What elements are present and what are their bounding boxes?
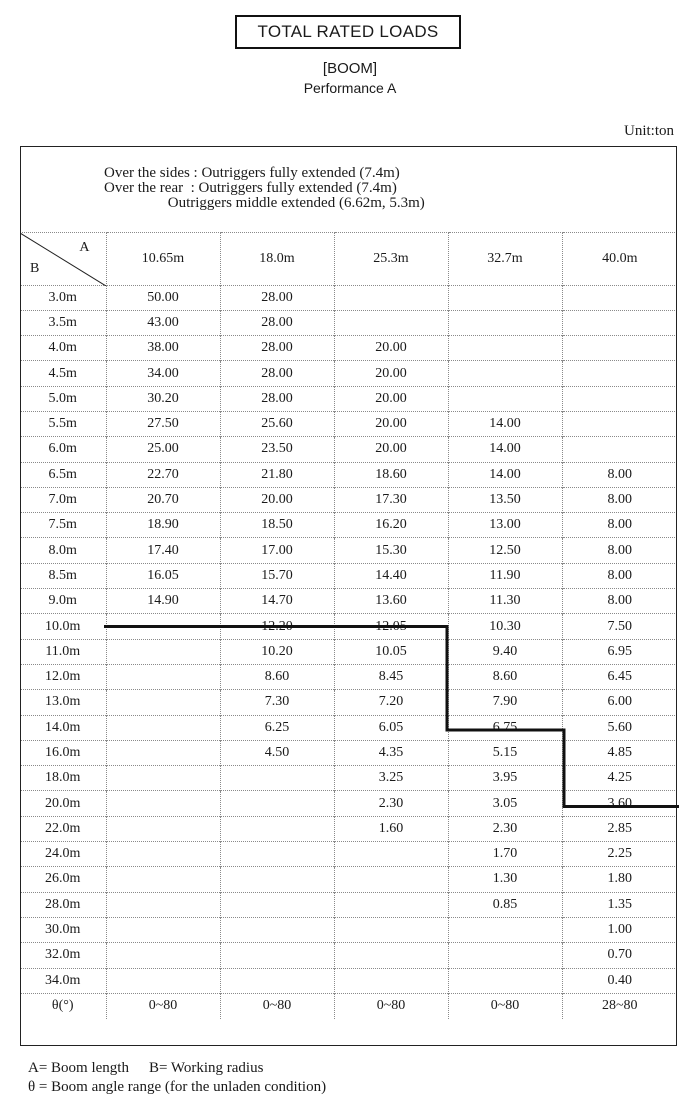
- table-row: [20, 336, 677, 361]
- table-row: [20, 766, 677, 791]
- load-cell: 3.95: [448, 766, 562, 791]
- load-cell: 5.15: [448, 740, 562, 765]
- load-cell: 1.80: [562, 867, 677, 892]
- table-row: [20, 968, 677, 993]
- table-row: [20, 386, 677, 411]
- table-row: [20, 639, 677, 664]
- load-cell: 3.05: [448, 791, 562, 816]
- radius-cell: 34.0m: [20, 968, 106, 993]
- load-cell: [106, 943, 220, 968]
- load-cell: 10.30: [448, 614, 562, 639]
- load-cell: [106, 715, 220, 740]
- load-cell: 17.40: [106, 538, 220, 563]
- load-cell: 7.50: [562, 614, 677, 639]
- radius-cell: 3.5m: [20, 310, 106, 335]
- radius-cell: 32.0m: [20, 943, 106, 968]
- load-cell: [562, 285, 677, 310]
- radius-cell: 22.0m: [20, 816, 106, 841]
- load-cell: 16.20: [334, 513, 448, 538]
- load-cell: [106, 968, 220, 993]
- load-cell: 13.00: [448, 513, 562, 538]
- radius-cell: 8.5m: [20, 563, 106, 588]
- section-subtitle: [BOOM]: [322, 60, 378, 77]
- load-cell: 6.00: [562, 690, 677, 715]
- load-cell: 30.20: [106, 386, 220, 411]
- load-cell: [562, 361, 677, 386]
- load-cell: 13.50: [448, 487, 562, 512]
- load-cell: 25.00: [106, 437, 220, 462]
- load-cell: 2.30: [334, 791, 448, 816]
- load-cell: [220, 842, 334, 867]
- radius-cell: 4.5m: [20, 361, 106, 386]
- load-cell: 38.00: [106, 336, 220, 361]
- radius-cell: 12.0m: [20, 664, 106, 689]
- load-cell: 14.70: [220, 589, 334, 614]
- load-cell: [106, 917, 220, 942]
- load-cell: 8.60: [448, 664, 562, 689]
- load-cell: [106, 791, 220, 816]
- load-cell: 25.60: [220, 411, 334, 436]
- radius-cell: 11.0m: [20, 639, 106, 664]
- load-cell: 12.50: [448, 538, 562, 563]
- load-cell: 8.00: [562, 462, 677, 487]
- radius-cell: 24.0m: [20, 842, 106, 867]
- load-cell: 22.70: [106, 462, 220, 487]
- boom-length-header: 25.3m: [334, 232, 448, 285]
- load-cell: 2.85: [562, 816, 677, 841]
- load-cell: 28.00: [220, 336, 334, 361]
- load-cell: 16.05: [106, 563, 220, 588]
- table-row: [20, 740, 677, 765]
- load-cell: [562, 437, 677, 462]
- load-cell: 4.35: [334, 740, 448, 765]
- angle-range-cell: 0~80: [106, 993, 220, 1018]
- load-cell: [448, 336, 562, 361]
- table-row: [20, 285, 677, 310]
- table-row: [20, 690, 677, 715]
- angle-range-cell: 0~80: [448, 993, 562, 1018]
- radius-cell: 16.0m: [20, 740, 106, 765]
- load-cell: [106, 842, 220, 867]
- load-cell: 20.00: [334, 437, 448, 462]
- table-row: [20, 487, 677, 512]
- load-cell: [334, 310, 448, 335]
- load-cell: 20.00: [334, 336, 448, 361]
- load-cell: 7.90: [448, 690, 562, 715]
- table-row: [20, 513, 677, 538]
- table-row: [20, 791, 677, 816]
- radius-cell: 8.0m: [20, 538, 106, 563]
- radius-cell: 5.5m: [20, 411, 106, 436]
- load-cell: [448, 285, 562, 310]
- radius-cell: 10.0m: [20, 614, 106, 639]
- load-cell: 43.00: [106, 310, 220, 335]
- load-cell: 28.00: [220, 285, 334, 310]
- load-cell: 0.70: [562, 943, 677, 968]
- load-cell: [334, 892, 448, 917]
- load-cell: 28.00: [220, 386, 334, 411]
- load-cell: [106, 867, 220, 892]
- load-cell: 4.25: [562, 766, 677, 791]
- radius-cell: 14.0m: [20, 715, 106, 740]
- load-cell: 0.85: [448, 892, 562, 917]
- load-cell: 3.60: [562, 791, 677, 816]
- load-cell: 1.30: [448, 867, 562, 892]
- radius-cell: 26.0m: [20, 867, 106, 892]
- load-cell: [334, 842, 448, 867]
- load-cell: 9.40: [448, 639, 562, 664]
- unit-label: Unit:ton: [623, 123, 674, 139]
- load-cell: 12.05: [334, 614, 448, 639]
- load-cell: 20.00: [334, 386, 448, 411]
- table-row: [20, 462, 677, 487]
- load-cell: 8.45: [334, 664, 448, 689]
- load-cell: 12.20: [220, 614, 334, 639]
- radius-cell: 6.0m: [20, 437, 106, 462]
- load-cell: [220, 917, 334, 942]
- load-cell: 1.70: [448, 842, 562, 867]
- performance-label: Performance A: [303, 80, 397, 96]
- footnote-a: A= Boom length: [28, 1060, 129, 1076]
- load-cell: [220, 892, 334, 917]
- load-cell: 18.90: [106, 513, 220, 538]
- load-cell: 6.05: [334, 715, 448, 740]
- header-row: [20, 232, 677, 285]
- load-cell: 17.00: [220, 538, 334, 563]
- load-cell: [448, 361, 562, 386]
- radius-cell: 9.0m: [20, 589, 106, 614]
- load-cell: 1.35: [562, 892, 677, 917]
- load-cell: [448, 917, 562, 942]
- load-cell: 8.00: [562, 487, 677, 512]
- radius-cell: 7.0m: [20, 487, 106, 512]
- table-row: [20, 892, 677, 917]
- load-cell: [106, 892, 220, 917]
- load-cell: [106, 614, 220, 639]
- table-row: [20, 917, 677, 942]
- table-row: [20, 361, 677, 386]
- radius-cell: 6.5m: [20, 462, 106, 487]
- load-cell: 10.20: [220, 639, 334, 664]
- radius-cell: 4.0m: [20, 336, 106, 361]
- load-cell: [334, 943, 448, 968]
- table-row: [20, 664, 677, 689]
- load-cell: 8.60: [220, 664, 334, 689]
- load-cell: [106, 740, 220, 765]
- load-cell: [334, 285, 448, 310]
- footnote-theta: θ = Boom angle range (for the unladen condition): [28, 1079, 327, 1095]
- load-cell: [106, 664, 220, 689]
- load-cell: [106, 690, 220, 715]
- load-cell: 20.70: [106, 487, 220, 512]
- radius-cell: 18.0m: [20, 766, 106, 791]
- load-cell: [448, 386, 562, 411]
- load-cell: [562, 411, 677, 436]
- load-cell: 10.05: [334, 639, 448, 664]
- boom-length-header: 18.0m: [220, 232, 334, 285]
- boom-length-header: 32.7m: [448, 232, 562, 285]
- table-row: [20, 715, 677, 740]
- load-cell: 2.30: [448, 816, 562, 841]
- load-cell: 28.00: [220, 361, 334, 386]
- load-cell: 50.00: [106, 285, 220, 310]
- load-table-body: [20, 146, 677, 1019]
- load-table: [20, 146, 677, 1019]
- radius-cell: 30.0m: [20, 917, 106, 942]
- title-box: [235, 15, 461, 49]
- load-cell: 13.60: [334, 589, 448, 614]
- page-title: TOTAL RATED LOADS: [257, 22, 439, 41]
- angle-range-row: [20, 993, 677, 1018]
- load-cell: 3.25: [334, 766, 448, 791]
- corner-cell: [20, 232, 106, 285]
- load-cell: 0.40: [562, 968, 677, 993]
- load-cell: 6.95: [562, 639, 677, 664]
- load-cell: 21.80: [220, 462, 334, 487]
- radius-cell: 3.0m: [20, 285, 106, 310]
- load-cell: 27.50: [106, 411, 220, 436]
- load-cell: [220, 766, 334, 791]
- condition-line-sides: Over the sides : Outriggers fully extended (7.4m): [104, 165, 400, 182]
- radius-cell: 20.0m: [20, 791, 106, 816]
- load-cell: 34.00: [106, 361, 220, 386]
- load-cell: 2.25: [562, 842, 677, 867]
- conditions-cell: [20, 146, 677, 232]
- table-row: [20, 943, 677, 968]
- load-cell: [220, 867, 334, 892]
- radius-cell: 5.0m: [20, 386, 106, 411]
- corner-diagonal: [20, 233, 106, 286]
- load-cell: 6.75: [448, 715, 562, 740]
- load-cell: 20.00: [334, 411, 448, 436]
- load-cell: 4.85: [562, 740, 677, 765]
- load-cell: [334, 917, 448, 942]
- load-cell: 15.30: [334, 538, 448, 563]
- table-row: [20, 538, 677, 563]
- load-cell: 4.50: [220, 740, 334, 765]
- condition-line-rear: Over the rear : Outriggers fully extended (7.4m): [104, 180, 397, 197]
- footnote-b: B= Working radius: [148, 1060, 264, 1076]
- load-cell: 15.70: [220, 563, 334, 588]
- load-cell: 20.00: [334, 361, 448, 386]
- load-cell: [448, 310, 562, 335]
- load-cell: 14.40: [334, 563, 448, 588]
- load-cell: 7.20: [334, 690, 448, 715]
- load-cell: 8.00: [562, 589, 677, 614]
- corner-label-b: B: [30, 260, 40, 276]
- table-row: [20, 310, 677, 335]
- table-row: [20, 816, 677, 841]
- condition-line-rear-middle: Outriggers middle extended (6.62m, 5.3m): [104, 195, 425, 212]
- conditions-row: [20, 146, 677, 232]
- load-cell: 8.00: [562, 538, 677, 563]
- corner-label-a: A: [79, 239, 90, 255]
- table-row: [20, 614, 677, 639]
- table-row: [20, 437, 677, 462]
- load-cell: 6.45: [562, 664, 677, 689]
- load-cell: 14.90: [106, 589, 220, 614]
- load-cell: [220, 943, 334, 968]
- radius-cell: 7.5m: [20, 513, 106, 538]
- load-cell: 1.00: [562, 917, 677, 942]
- load-cell: 28.00: [220, 310, 334, 335]
- table-row: [20, 842, 677, 867]
- load-cell: [334, 968, 448, 993]
- angle-label: θ(°): [20, 993, 106, 1018]
- radius-cell: 28.0m: [20, 892, 106, 917]
- load-cell: 23.50: [220, 437, 334, 462]
- load-cell: [562, 336, 677, 361]
- load-cell: 14.00: [448, 437, 562, 462]
- load-cell: [106, 816, 220, 841]
- table-row: [20, 411, 677, 436]
- angle-range-cell: 0~80: [220, 993, 334, 1018]
- load-cell: [220, 968, 334, 993]
- load-cell: 14.00: [448, 462, 562, 487]
- load-cell: 1.60: [334, 816, 448, 841]
- load-cell: 11.90: [448, 563, 562, 588]
- load-cell: 5.60: [562, 715, 677, 740]
- boom-length-header: 40.0m: [562, 232, 677, 285]
- boom-length-header: 10.65m: [106, 232, 220, 285]
- load-cell: 11.30: [448, 589, 562, 614]
- load-cell: 17.30: [334, 487, 448, 512]
- table-row: [20, 867, 677, 892]
- table-row: [20, 563, 677, 588]
- radius-cell: 13.0m: [20, 690, 106, 715]
- load-cell: [220, 791, 334, 816]
- angle-range-cell: 28~80: [562, 993, 677, 1018]
- load-cell: [106, 766, 220, 791]
- load-cell: [448, 968, 562, 993]
- load-cell: 20.00: [220, 487, 334, 512]
- load-cell: 6.25: [220, 715, 334, 740]
- load-cell: 8.00: [562, 563, 677, 588]
- load-cell: [448, 943, 562, 968]
- load-cell: [562, 386, 677, 411]
- load-cell: 14.00: [448, 411, 562, 436]
- load-cell: 7.30: [220, 690, 334, 715]
- angle-range-cell: 0~80: [334, 993, 448, 1018]
- load-cell: 18.50: [220, 513, 334, 538]
- table-row: [20, 589, 677, 614]
- load-cell: 18.60: [334, 462, 448, 487]
- load-cell: [106, 639, 220, 664]
- footnote-legend: [28, 1060, 263, 1077]
- load-cell: [334, 867, 448, 892]
- load-cell: [562, 310, 677, 335]
- load-cell: 8.00: [562, 513, 677, 538]
- load-cell: [220, 816, 334, 841]
